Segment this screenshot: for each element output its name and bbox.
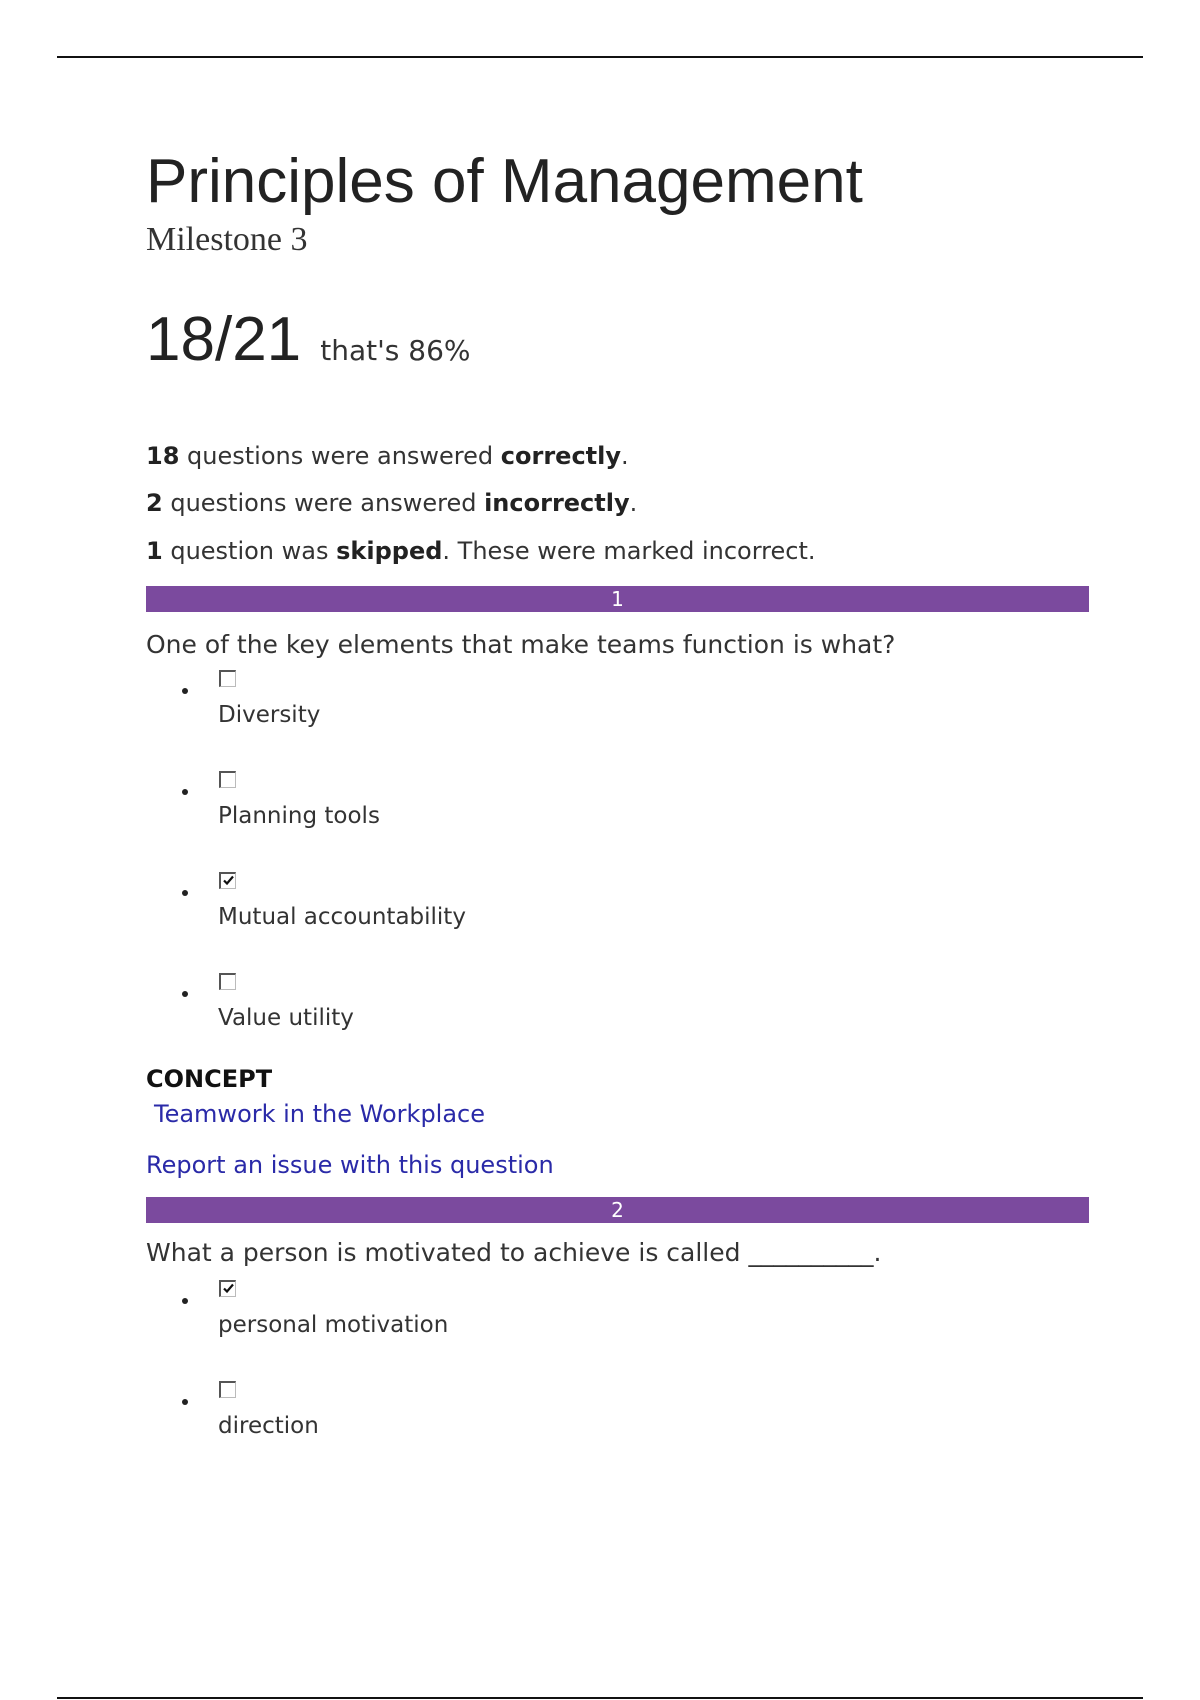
bullet-icon (182, 991, 188, 997)
concept-link[interactable]: Teamwork in the Workplace (154, 1100, 486, 1128)
answer-checkbox[interactable] (219, 1381, 236, 1398)
stat-incorrect-emph: incorrectly (484, 489, 630, 517)
answer-checkbox[interactable] (219, 771, 236, 788)
answer-checkbox[interactable] (219, 1280, 236, 1297)
stat-incorrect-count: 2 (146, 489, 163, 517)
bullet-icon (182, 789, 188, 795)
answer-option-label: Mutual accountability (218, 904, 466, 930)
stat-skipped-end: . These were marked incorrect. (442, 537, 816, 565)
answer-option[interactable] (146, 872, 846, 952)
answer-option[interactable] (146, 670, 846, 750)
question-text: One of the key elements that make teams function is what? (146, 630, 896, 659)
score-percent: that's 86% (320, 334, 471, 367)
answer-checkbox[interactable] (219, 973, 236, 990)
answer-option-label: Value utility (218, 1005, 354, 1031)
answer-option-label: Diversity (218, 702, 321, 728)
concept-heading: CONCEPT (146, 1065, 273, 1093)
question-number-bar: 2 (146, 1197, 1089, 1223)
bullet-icon (182, 890, 188, 896)
answer-option[interactable] (146, 1381, 846, 1461)
stat-correct-count: 18 (146, 442, 180, 470)
score-summary (146, 304, 471, 376)
stat-correct (146, 440, 629, 472)
stat-correct-end: . (621, 442, 629, 470)
bottom-rule (57, 1697, 1143, 1699)
answer-option[interactable] (146, 771, 846, 851)
answer-option[interactable] (146, 1280, 846, 1360)
top-rule (57, 56, 1143, 58)
checkmark-icon (222, 1282, 235, 1295)
stat-skipped-emph: skipped (336, 537, 443, 565)
question-text: What a person is motivated to achieve is called __________. (146, 1238, 882, 1267)
stat-skipped-text: question was (162, 537, 337, 565)
report-issue-link[interactable]: Report an issue with this question (146, 1151, 554, 1179)
score-fraction: 18/21 (146, 305, 302, 374)
question-number-bar: 1 (146, 586, 1089, 612)
answer-option-label: Planning tools (218, 803, 380, 829)
answer-checkbox[interactable] (219, 872, 236, 889)
answer-option-label: direction (218, 1413, 319, 1439)
stat-incorrect-end: . (629, 489, 638, 517)
stat-skipped-count: 1 (146, 537, 163, 565)
stat-incorrect (146, 487, 637, 519)
stat-correct-text: questions were answered (179, 442, 501, 470)
answer-checkbox[interactable] (219, 670, 236, 687)
answer-option[interactable] (146, 973, 846, 1053)
stat-incorrect-text: questions were answered (162, 489, 485, 517)
bullet-icon (182, 1298, 188, 1304)
stat-correct-emph: correctly (500, 442, 622, 470)
stat-skipped (146, 535, 816, 567)
page-title: Principles of Management (146, 147, 863, 216)
page-subtitle: Milestone 3 (146, 221, 308, 258)
bullet-icon (182, 688, 188, 694)
answer-option-label: personal motivation (218, 1312, 449, 1338)
bullet-icon (182, 1399, 188, 1405)
checkmark-icon (222, 874, 235, 887)
